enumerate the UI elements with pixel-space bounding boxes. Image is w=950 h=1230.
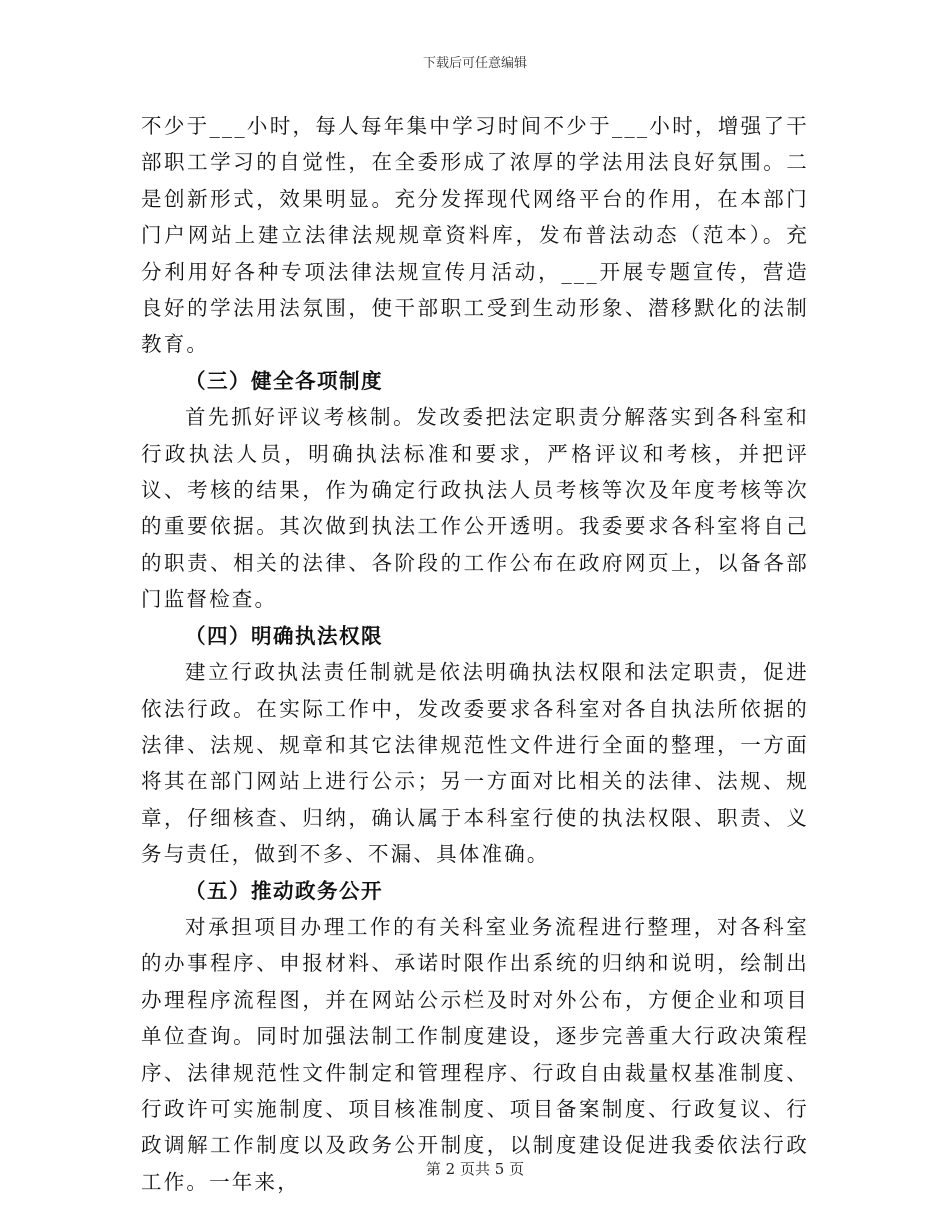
section-heading-3: （三）健全各项制度 [185,368,383,393]
page-footer: 第 2 页共 5 页 [425,1160,525,1178]
paragraph-openness: 对承担项目办理工作的有关科室业务流程进行整理，对各科室的办事程序、申报材料、承诺时限作出系统的归纳和说明，绘制出办理程序流程图，并在网站公示栏及时对外公布，方便企业和项目单位查询。同时加强法制工作制度建设，逐步完善重大行政决策程序、法律规范性文件制定和管理程序、行政自由裁量权基准制度、行政许可实施制度、项目核准制度、项目备案制度、行政复议、行政调解工作制度以及政务公开制度，以制度建设促进我委依法行政工作。一年来， [141,914,809,1194]
document-body [141,108,809,1200]
section-heading-5: （五）推动政务公开 [185,878,383,903]
page-header: 下载后可任意编辑 [422,56,527,71]
paragraph-evaluation: 首先抓好评议考核制。发改委把法定职责分解落实到各科室和行政执法人员，明确执法标准和要求，严格评议和考核，并把评议、考核的结果，作为确定行政执法人员考核等次及年度考核等次的重要依据。其次做到执法工作公开透明。我委要求各科室将自己的职责、相关的法律、各阶段的工作公布在政府网页上，以备各部门监督检查。 [141,405,809,612]
paragraph-continuation: 不少于___小时，每人每年集中学习时间不少于___小时，增强了干部职工学习的自觉性，在全委形成了浓厚的学法用法良好氛围。二是创新形式，效果明显。充分发挥现代网络平台的作用，在本部门门户网站上建立法律法规规章资料库，发布普法动态（范本）。充分利用好各种专项法律法规宣传月活动，___开展专题宣传，营造良好的学法用法氛围，使干部职工受到生动形象、潜移默化的法制教育。 [141,114,809,357]
section-heading-4: （四）明确执法权限 [185,623,383,648]
paragraph-authority: 建立行政执法责任制就是依法明确执法权限和法定职责，促进依法行政。在实际工作中，发改委要求各科室对各自执法所依据的法律、法规、规章和其它法律规范性文件进行全面的整理，一方面将其在部门网站上进行公示；另一方面对比相关的法律、法规、规章，仔细核查、归纳，确认属于本科室行使的执法权限、职责、义务与责任，做到不多、不漏、具体准确。 [141,660,809,867]
